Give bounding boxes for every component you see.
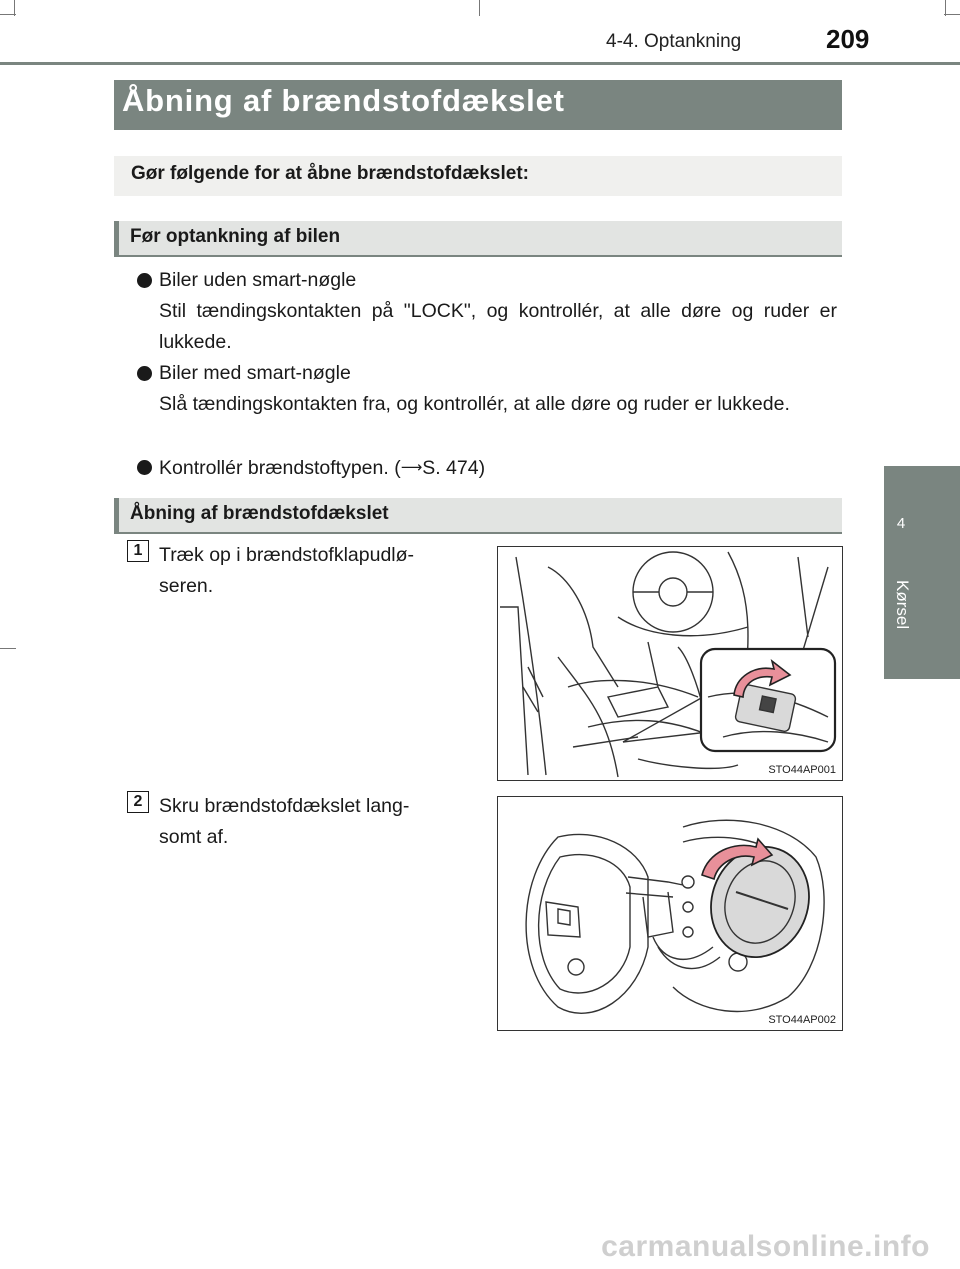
figure-code: STO44AP002 — [768, 1014, 836, 1026]
step-number: 1 — [127, 540, 149, 562]
subheading-bar — [114, 221, 119, 255]
step-line: Træk op i brændstofklapudlø- — [159, 544, 415, 566]
arrow-icon: ⟶ — [400, 459, 423, 476]
section-name: 4-4. Optankning — [606, 31, 742, 52]
chapter-tab — [884, 466, 960, 679]
watermark — [0, 1228, 960, 1269]
figure-fuel-door-opener — [497, 546, 843, 781]
crop-mark — [0, 648, 16, 649]
bullet-text: Stil tændingskontakten på "LOCK", og kontrollér, at alle døre og ruder er lukkede. — [159, 300, 837, 353]
subheading-opening — [114, 498, 842, 534]
bullet-icon — [137, 273, 152, 288]
page-reference-link[interactable]: S. 474) — [422, 457, 486, 479]
subheading-bar — [114, 498, 119, 532]
crop-mark — [944, 14, 960, 15]
header-rule — [0, 62, 960, 65]
bullet-icon — [137, 460, 152, 475]
page-title: Åbning af brændstofdækslet — [122, 83, 565, 118]
watermark-text: carmanualsonline.info — [601, 1230, 930, 1263]
crop-mark — [479, 0, 480, 16]
step-number: 2 — [127, 791, 149, 813]
subheading-text: Åbning af brændstofdækslet — [130, 503, 389, 524]
subheading-before-refuel — [114, 221, 842, 257]
step-line: seren. — [159, 575, 214, 597]
bullet-text: Slå tændingskontakten fra, og kontrollér, at alle døre og ruder er lukkede. — [159, 393, 790, 415]
intro-text: Gør følgende for at åbne brændstofdækslet: — [131, 163, 529, 184]
chapter-number: 4 — [896, 515, 906, 532]
bullet-reference — [159, 452, 841, 484]
step-line: somt af. — [159, 826, 229, 848]
chapter-label: Kørsel — [893, 580, 912, 630]
subheading-text: Før optankning af bilen — [130, 226, 341, 247]
fuel-cap-illustration — [498, 797, 841, 1029]
figure-fuel-cap — [497, 796, 843, 1031]
crop-mark — [0, 14, 16, 15]
page-number: 209 — [826, 24, 870, 54]
bullet-title: Biler uden smart-nøgle — [159, 269, 357, 291]
bullet-icon — [137, 366, 152, 381]
car-interior-illustration — [498, 547, 841, 779]
bullet-title: Biler med smart-nøgle — [159, 362, 351, 384]
reference-text: Kontrollér brændstoftypen. ( — [159, 457, 401, 479]
step-line: Skru brændstofdækslet lang- — [159, 795, 410, 817]
figure-code: STO44AP001 — [768, 764, 836, 776]
